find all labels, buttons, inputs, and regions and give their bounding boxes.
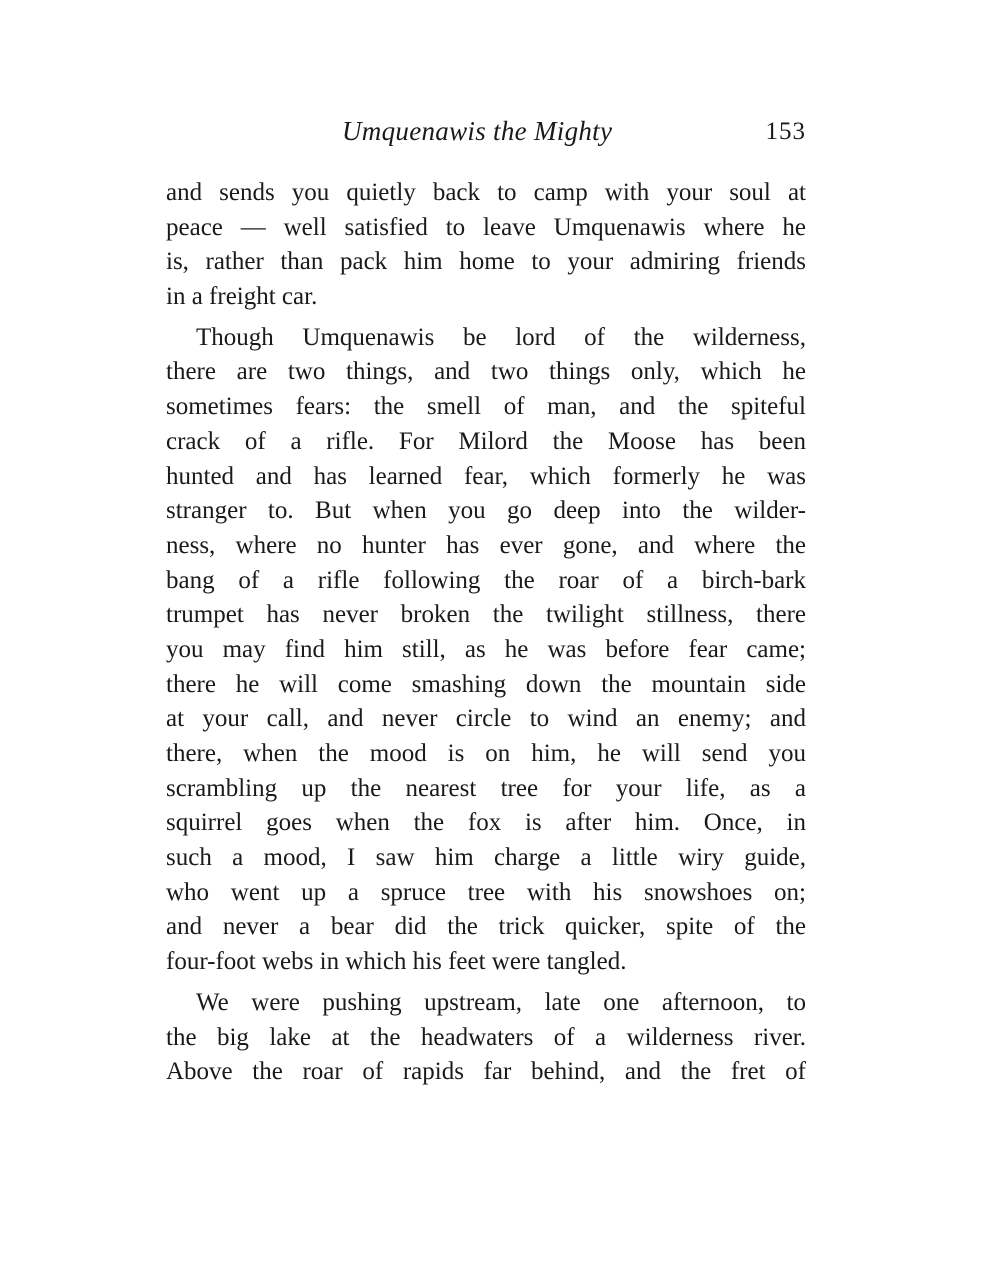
text-line: squirrel goes when the fox is after him. Once, in (166, 809, 806, 837)
text-line: at your call, and never circle to wind an enemy; and (166, 705, 806, 733)
page-number: 153 (765, 118, 806, 145)
text-line: Though Umquenawis be lord of the wilderness, (196, 323, 806, 351)
text-line: in a freight car. (166, 283, 318, 311)
text-line: trumpet has never broken the twilight stillness, there (166, 601, 806, 629)
text-line: hunted and has learned fear, which formerly he was (166, 462, 806, 490)
text-line: there he will come smashing down the mountain side (166, 670, 806, 698)
text-line: and never a bear did the trick quicker, spite of the (166, 913, 806, 941)
text-line: is, rather than pack him home to your admiring friends (166, 248, 806, 276)
text-line: scrambling up the nearest tree for your life, as a (166, 774, 806, 802)
text-line: crack of a rifle. For Milord the Moose has been (166, 427, 806, 455)
text-line: such a mood, I saw him charge a little wiry guide, (166, 844, 806, 872)
text-line: you may find him still, as he was before fear came; (166, 635, 806, 663)
text-line: the big lake at the headwaters of a wilderness river. (166, 1023, 806, 1051)
text-line: We were pushing upstream, late one afternoon, to (196, 988, 806, 1016)
text-line: sometimes fears: the smell of man, and the spiteful (166, 393, 806, 421)
paragraph-2 (166, 321, 806, 980)
text-line: there, when the mood is on him, he will send you (166, 740, 806, 767)
running-head (166, 112, 806, 152)
text-line: four-foot webs in which his feet were tangled. (166, 948, 627, 976)
text-line: stranger to. But when you go deep into the wilder- (166, 497, 806, 525)
text-line: bang of a rifle following the roar of a birch-bark (166, 566, 806, 594)
text-line: and sends you quietly back to camp with your soul at (166, 179, 806, 206)
text-line: who went up a spruce tree with his snowshoes on; (166, 878, 806, 906)
text-line: there are two things, and two things only, which he (166, 358, 806, 386)
text-line: Above the roar of rapids far behind, and the fret of (166, 1058, 806, 1086)
paragraph-1 (166, 176, 806, 315)
paragraph-3 (166, 986, 806, 1090)
text-line: peace — well satisfied to leave Umquenawis where he (166, 213, 806, 241)
text-line: ness, where no hunter has ever gone, and where the (166, 531, 806, 559)
body-text (166, 176, 806, 1096)
running-title: Umquenawis the Mighty (342, 116, 613, 146)
